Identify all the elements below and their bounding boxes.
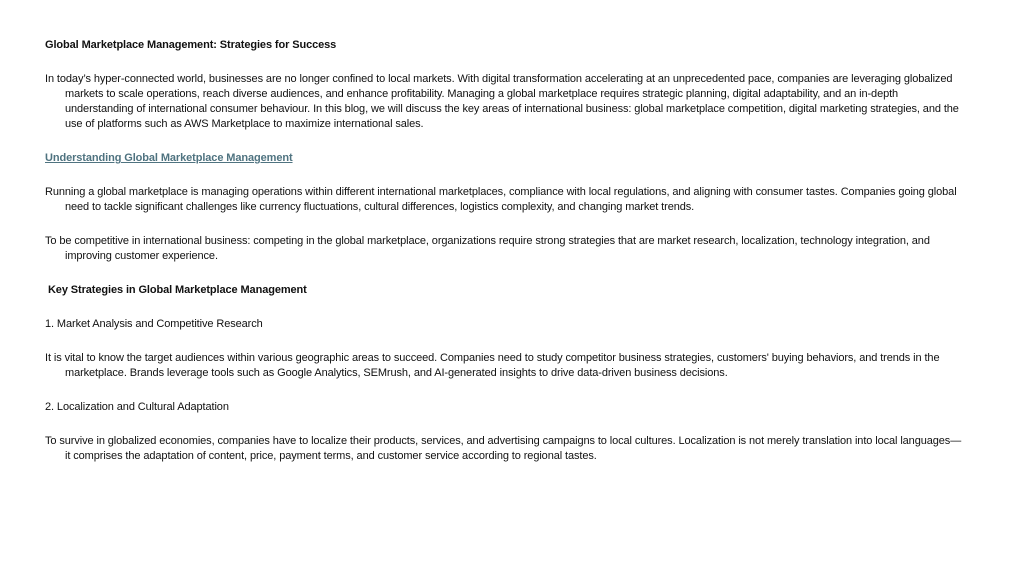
- understanding-global-marketplace-link[interactable]: Understanding Global Marketplace Management: [45, 152, 293, 164]
- section-heading-key-strategies: Key Strategies in Global Marketplace Management: [45, 284, 307, 296]
- intro-paragraph: In today’s hyper-connected world, businesses are no longer confined to local markets. With digital transformation accelerating at an unprecedented pace, companies are leveraging globalized markets to scale operations, reach diverse audiences, and enhance profitability. Managing a global marketplace requires strategic planning, digital adaptability, and an in-depth understanding of international consumer behaviour. In this blog, we will discuss the key areas of international business: global marketplace competition, digital marketing strategies, and the use of platforms such as AWS Marketplace to maximize international sales.: [45, 73, 959, 130]
- section1-paragraph-1: Running a global marketplace is managing operations within different international marketplaces, compliance with local regulations, and aligning with consumer tastes. Companies going global need to tackle significant challenges like currency fluctuations, cultural differences, logistics complexity, and changing market trends.: [45, 186, 957, 213]
- strategy-2-heading: 2. Localization and Cultural Adaptation: [45, 401, 229, 413]
- strategy-1-heading: 1. Market Analysis and Competitive Research: [45, 318, 263, 330]
- document-title: Global Marketplace Management: Strategies for Success: [45, 39, 337, 51]
- strategy-2-paragraph: To survive in globalized economies, companies have to localize their products, services, and advertising campaigns to local cultures. Localization is not merely translation into local languages—it comprises the adaptation of content, price, payment terms, and customer service according to regional tastes.: [45, 435, 962, 462]
- section-heading-understanding: [45, 151, 964, 166]
- strategy-1-paragraph: It is vital to know the target audiences within various geographic areas to succeed. Companies need to study competitor business strategies, customers' buying behaviors, and trends in the marketplace. Brands leverage tools such as Google Analytics, SEMrush, and AI-generated insights to drive data-driven business decisions.: [45, 352, 940, 379]
- section1-paragraph-2: To be competitive in international business: competing in the global marketplace, organizations require strong strategies that are market research, localization, technology integration, and improving customer experience.: [45, 235, 930, 262]
